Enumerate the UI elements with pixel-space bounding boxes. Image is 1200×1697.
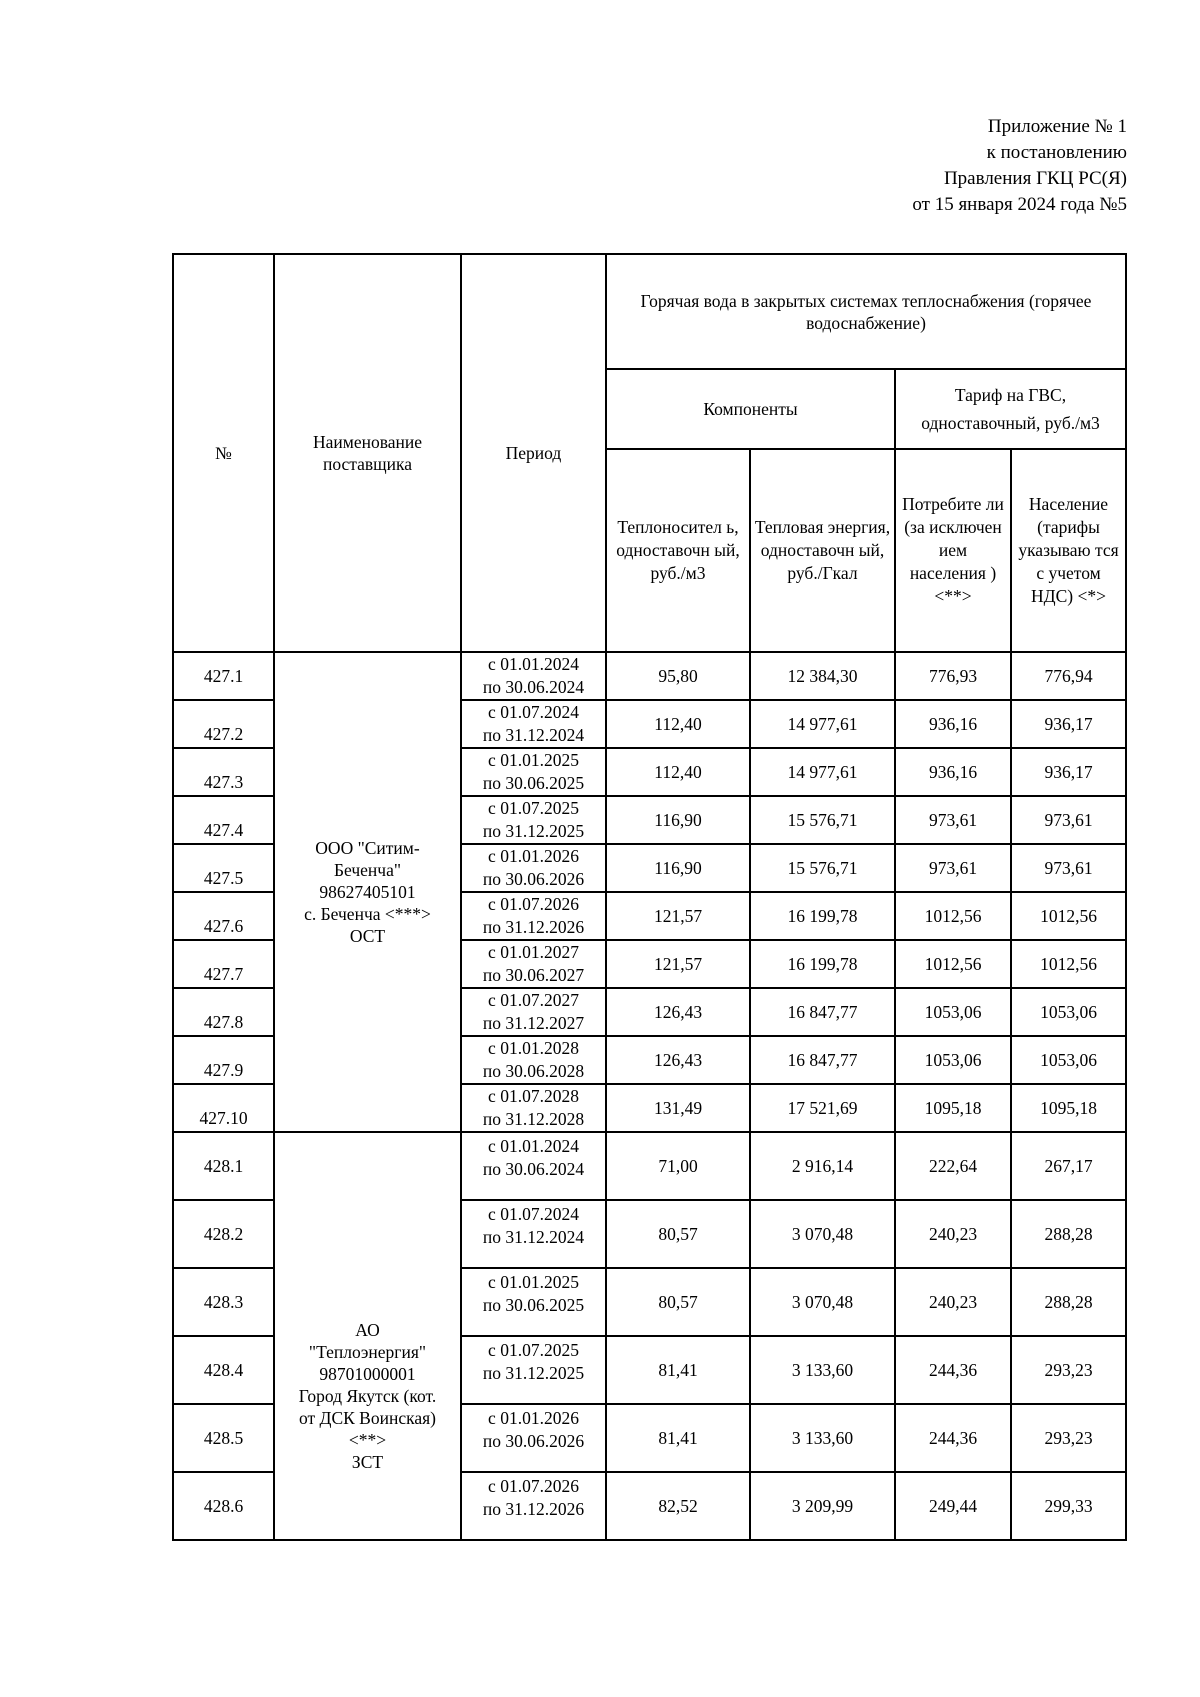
heat-energy-value: 17 521,69 [750, 1084, 895, 1132]
population-tariff-value: 293,23 [1011, 1336, 1126, 1404]
heat-energy-value: 3 070,48 [750, 1200, 895, 1268]
row-number: 427.4 [173, 796, 274, 844]
supplier-line: Беченча" [333, 860, 402, 880]
group-header-tariff: Тариф на ГВС, одноставочный, руб./м3 [895, 369, 1126, 449]
consumers-tariff-value: 240,23 [895, 1200, 1011, 1268]
heat-energy-value: 15 576,71 [750, 844, 895, 892]
period-to: по 31.12.2026 [482, 917, 585, 937]
population-tariff-value: 299,33 [1011, 1472, 1126, 1540]
tariff-table [172, 253, 1127, 1541]
supplier-line: <**> [348, 1430, 387, 1450]
consumers-tariff-value: 1053,06 [895, 988, 1011, 1036]
supplier-line: ЗСТ [351, 1452, 384, 1472]
heat-energy-value: 16 847,77 [750, 988, 895, 1036]
column-header-period: Период [461, 254, 606, 652]
consumers-tariff-value: 1095,18 [895, 1084, 1011, 1132]
period-from: с 01.01.2026 [488, 1408, 579, 1428]
header-line: Правления ГКЦ РС(Я) [943, 168, 1127, 189]
heat-energy-value: 3 133,60 [750, 1404, 895, 1472]
heat-energy-value: 15 576,71 [750, 796, 895, 844]
period-to: по 30.06.2025 [482, 773, 585, 793]
consumers-tariff-value: 936,16 [895, 700, 1011, 748]
heat-energy-value: 16 847,77 [750, 1036, 895, 1084]
supplier-line: ООО "Ситим- [315, 838, 420, 858]
row-number: 428.6 [173, 1472, 274, 1540]
carrier-value: 116,90 [606, 844, 750, 892]
period-to: по 30.06.2028 [482, 1061, 585, 1081]
period-from: с 01.01.2024 [488, 1136, 579, 1156]
supplier-cell [274, 652, 461, 1132]
supplier-line: ОСТ [349, 926, 386, 946]
table-row [173, 652, 1126, 700]
document-header [912, 114, 1127, 218]
population-tariff-value: 1095,18 [1011, 1084, 1126, 1132]
population-tariff-value: 1012,56 [1011, 892, 1126, 940]
supplier-line: Город Якутск (кот. [298, 1386, 437, 1406]
period-cell [461, 1404, 606, 1472]
supplier-line: "Теплоэнергия" [308, 1342, 427, 1362]
heat-energy-value: 3 070,48 [750, 1268, 895, 1336]
consumers-tariff-value: 1012,56 [895, 892, 1011, 940]
period-from: с 01.07.2025 [488, 1340, 579, 1360]
consumers-tariff-value: 973,61 [895, 796, 1011, 844]
period-from: с 01.07.2027 [488, 990, 579, 1010]
row-number: 428.1 [173, 1132, 274, 1200]
carrier-value: 82,52 [606, 1472, 750, 1540]
group-header-hot-water: Горячая вода в закрытых системах теплоснабжения (горячее водоснабжение) [606, 254, 1126, 369]
table-row [173, 1132, 1126, 1200]
heat-energy-value: 16 199,78 [750, 940, 895, 988]
consumers-tariff-value: 222,64 [895, 1132, 1011, 1200]
row-number: 427.6 [173, 892, 274, 940]
period-to: по 31.12.2025 [482, 821, 585, 841]
consumers-tariff-value: 776,93 [895, 652, 1011, 700]
period-to: по 30.06.2024 [482, 1159, 585, 1179]
period-to: по 31.12.2028 [482, 1109, 585, 1129]
carrier-value: 116,90 [606, 796, 750, 844]
carrier-value: 126,43 [606, 1036, 750, 1084]
period-from: с 01.07.2024 [488, 1204, 579, 1224]
period-cell [461, 1036, 606, 1084]
row-number: 427.9 [173, 1036, 274, 1084]
heat-energy-value: 16 199,78 [750, 892, 895, 940]
row-number: 428.2 [173, 1200, 274, 1268]
period-cell [461, 940, 606, 988]
column-header-population: Население (тарифы указываю тся с учетом НДС) <*> [1011, 449, 1126, 652]
period-to: по 30.06.2026 [482, 1431, 585, 1451]
supplier-line: 98701000001 [319, 1364, 416, 1384]
carrier-value: 121,57 [606, 892, 750, 940]
period-from: с 01.01.2027 [488, 942, 579, 962]
group-header-components: Компоненты [606, 369, 895, 449]
row-number: 427.5 [173, 844, 274, 892]
population-tariff-value: 936,17 [1011, 700, 1126, 748]
period-from: с 01.01.2026 [488, 846, 579, 866]
heat-energy-value: 14 977,61 [750, 700, 895, 748]
table-body [173, 652, 1126, 1540]
period-from: с 01.07.2024 [488, 702, 579, 722]
period-from: с 01.01.2024 [488, 654, 579, 674]
heat-energy-value: 3 133,60 [750, 1336, 895, 1404]
consumers-tariff-value: 249,44 [895, 1472, 1011, 1540]
period-from: с 01.07.2025 [488, 798, 579, 818]
header-line: к постановлению [986, 142, 1127, 163]
period-to: по 30.06.2025 [482, 1295, 585, 1315]
row-number: 428.3 [173, 1268, 274, 1336]
consumers-tariff-value: 244,36 [895, 1404, 1011, 1472]
period-to: по 31.12.2025 [482, 1363, 585, 1383]
carrier-value: 131,49 [606, 1084, 750, 1132]
supplier-line: АО [355, 1320, 380, 1340]
carrier-value: 126,43 [606, 988, 750, 1036]
period-to: по 31.12.2027 [482, 1013, 585, 1033]
row-number: 427.3 [173, 748, 274, 796]
population-tariff-value: 936,17 [1011, 748, 1126, 796]
heat-energy-value: 14 977,61 [750, 748, 895, 796]
period-cell [461, 1268, 606, 1336]
population-tariff-value: 973,61 [1011, 844, 1126, 892]
consumers-tariff-value: 1012,56 [895, 940, 1011, 988]
row-number: 427.8 [173, 988, 274, 1036]
heat-energy-value: 3 209,99 [750, 1472, 895, 1540]
heat-energy-value: 2 916,14 [750, 1132, 895, 1200]
consumers-tariff-value: 936,16 [895, 748, 1011, 796]
population-tariff-value: 1012,56 [1011, 940, 1126, 988]
population-tariff-value: 1053,06 [1011, 988, 1126, 1036]
population-tariff-value: 267,17 [1011, 1132, 1126, 1200]
period-cell [461, 1472, 606, 1540]
carrier-value: 81,41 [606, 1336, 750, 1404]
row-number: 427.7 [173, 940, 274, 988]
period-cell [461, 1132, 606, 1200]
supplier-line: с. Беченча <***> [304, 904, 431, 924]
period-to: по 30.06.2027 [482, 965, 585, 985]
period-cell [461, 1336, 606, 1404]
row-number: 428.4 [173, 1336, 274, 1404]
period-cell [461, 988, 606, 1036]
period-cell [461, 844, 606, 892]
row-number: 428.5 [173, 1404, 274, 1472]
supplier-line: 98627405101 [319, 882, 416, 902]
period-to: по 31.12.2024 [482, 1227, 585, 1247]
consumers-tariff-value: 973,61 [895, 844, 1011, 892]
period-to: по 31.12.2026 [482, 1499, 585, 1519]
population-tariff-value: 1053,06 [1011, 1036, 1126, 1084]
column-header-number: № [173, 254, 274, 652]
period-to: по 31.12.2024 [482, 725, 585, 745]
column-header-consumers: Потребите ли (за исключен ием населения ) <**> [895, 449, 1011, 652]
row-number: 427.10 [173, 1084, 274, 1132]
period-from: с 01.07.2026 [488, 894, 579, 914]
carrier-value: 71,00 [606, 1132, 750, 1200]
carrier-value: 80,57 [606, 1200, 750, 1268]
period-to: по 30.06.2024 [482, 677, 585, 697]
consumers-tariff-value: 244,36 [895, 1336, 1011, 1404]
column-header-supplier: Наименование поставщика [274, 254, 461, 652]
heat-energy-value: 12 384,30 [750, 652, 895, 700]
period-cell [461, 652, 606, 700]
carrier-value: 112,40 [606, 748, 750, 796]
period-cell [461, 1084, 606, 1132]
period-from: с 01.01.2025 [488, 750, 579, 770]
population-tariff-value: 293,23 [1011, 1404, 1126, 1472]
carrier-value: 121,57 [606, 940, 750, 988]
row-number: 427.1 [173, 652, 274, 700]
carrier-value: 81,41 [606, 1404, 750, 1472]
period-to: по 30.06.2026 [482, 869, 585, 889]
consumers-tariff-value: 240,23 [895, 1268, 1011, 1336]
carrier-value: 95,80 [606, 652, 750, 700]
carrier-value: 112,40 [606, 700, 750, 748]
population-tariff-value: 288,28 [1011, 1268, 1126, 1336]
supplier-line: от ДСК Воинская) [298, 1408, 436, 1428]
carrier-value: 80,57 [606, 1268, 750, 1336]
consumers-tariff-value: 1053,06 [895, 1036, 1011, 1084]
period-from: с 01.01.2025 [488, 1272, 579, 1292]
period-cell [461, 796, 606, 844]
header-line: Приложение № 1 [987, 116, 1127, 137]
population-tariff-value: 973,61 [1011, 796, 1126, 844]
period-from: с 01.07.2026 [488, 1476, 579, 1496]
column-header-carrier: Теплоносител ь, одноставочн ый, руб./м3 [606, 449, 750, 652]
column-header-heat-energy: Тепловая энергия, одноставочн ый, руб./Гкал [750, 449, 895, 652]
population-tariff-value: 288,28 [1011, 1200, 1126, 1268]
header-line: от 15 января 2024 года №5 [912, 194, 1127, 215]
period-cell [461, 748, 606, 796]
period-cell [461, 1200, 606, 1268]
period-cell [461, 700, 606, 748]
supplier-cell [274, 1132, 461, 1540]
period-cell [461, 892, 606, 940]
population-tariff-value: 776,94 [1011, 652, 1126, 700]
row-number: 427.2 [173, 700, 274, 748]
period-from: с 01.01.2028 [488, 1038, 579, 1058]
period-from: с 01.07.2028 [488, 1086, 579, 1106]
